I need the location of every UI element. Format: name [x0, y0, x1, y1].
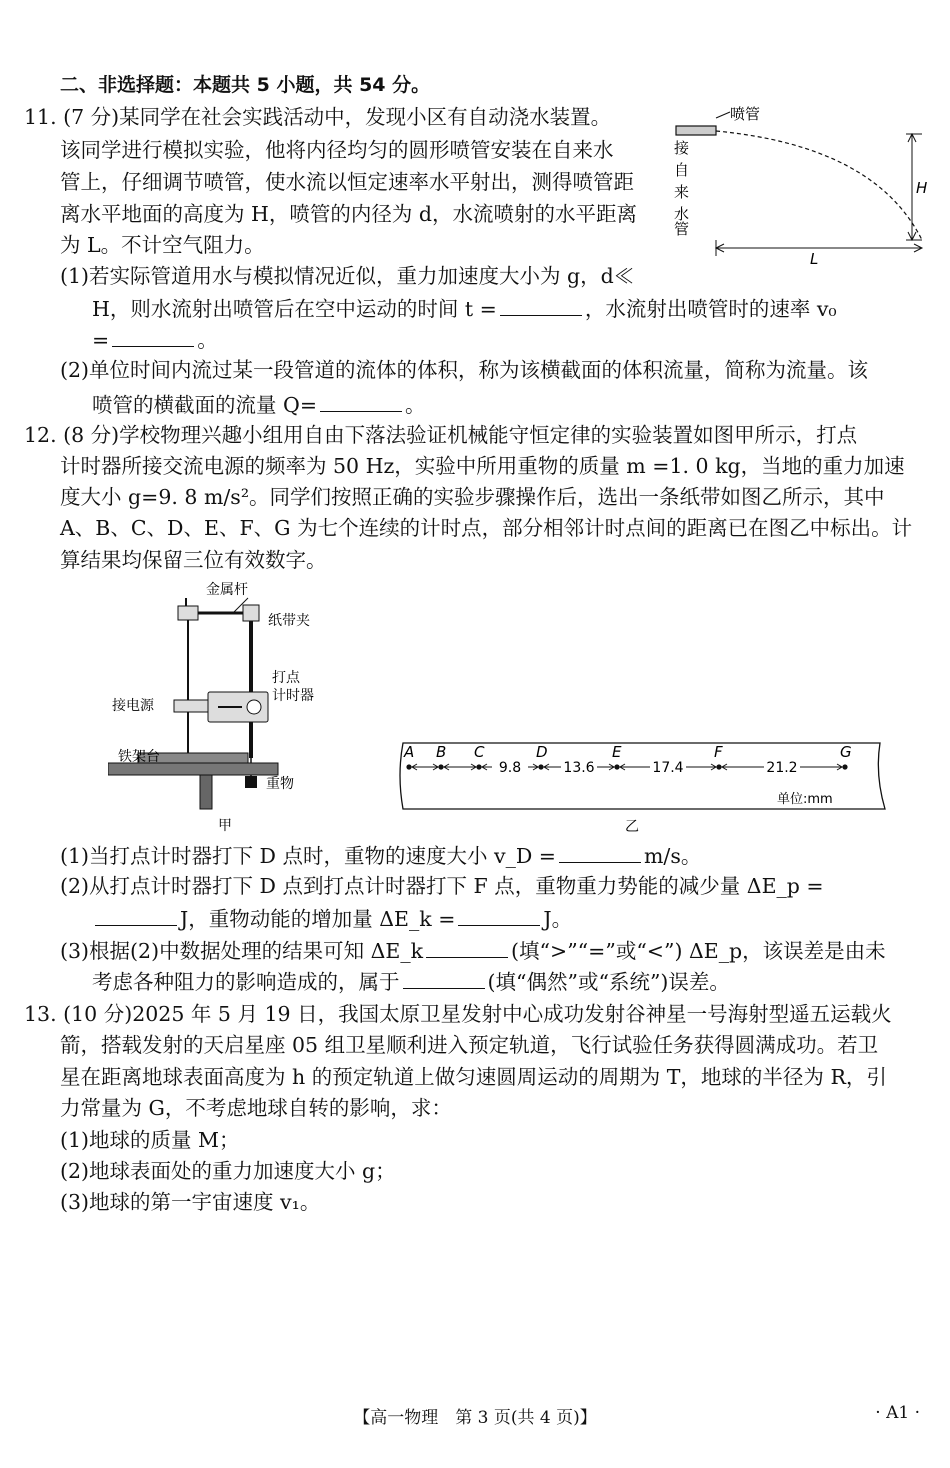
nozzle-pointer — [716, 112, 730, 118]
q11-sub1-end: 。 — [197, 328, 218, 352]
nozzle-label: 喷管 — [730, 105, 761, 123]
h-label: H — [916, 179, 928, 197]
page-footer: 【高一物理 第 3 页(共 4 页)】 — [353, 1408, 597, 1428]
q13-sub3: (3)地球的第一宇宙速度 v₁。 — [60, 1190, 321, 1214]
tape-dot-D — [538, 764, 543, 769]
q11-sub2-line-2 — [92, 389, 426, 420]
l-label: L — [810, 250, 819, 268]
answer-blank-vD[interactable] — [559, 840, 641, 863]
q12-sub3-line-2 — [92, 966, 730, 997]
distance-label-2: 13.6 — [563, 760, 595, 776]
q11-sub2-line-1: (2)单位时间内流过某一段管道的流体的体积，称为该横截面的体积流量，简称为流量。该 — [60, 358, 869, 382]
q12-line-1: 12. (8 分)学校物理兴趣小组用自由下落法验证机械能守恒定律的实验装置如图甲所示，打点 — [24, 423, 858, 447]
supply-char-5: 管 — [674, 220, 690, 238]
weight-label: 重物 — [266, 776, 294, 792]
tape-dot-A — [406, 764, 411, 769]
q12-sub2-unit: J。 — [543, 907, 573, 931]
weight-block — [245, 776, 257, 788]
q11-sub1-line-2 — [92, 293, 837, 324]
tape-dot-E — [614, 764, 619, 769]
answer-blank-error-type[interactable] — [403, 966, 485, 989]
q11-sub1-eq: = — [92, 328, 110, 352]
answer-blank-Q[interactable] — [320, 389, 402, 412]
tape-point-label-F: F — [714, 743, 723, 761]
q11-sub2-text: 喷管的横截面的流量 Q= — [92, 393, 317, 417]
tape-figure-yi — [395, 735, 905, 835]
q12-line-5: 算结果均保留三位有效数字。 — [60, 548, 327, 572]
caption-yi: 乙 — [625, 819, 639, 835]
q11-line-3: 管上，仔细调节喷管，使水流以恒定速率水平射出，测得喷管距 — [60, 170, 634, 194]
stand-label: 铁架台 — [118, 749, 160, 765]
q11-nozzle-figure — [660, 98, 940, 273]
rod-label: 金属杆 — [206, 582, 248, 598]
answer-blank-v0[interactable] — [112, 324, 194, 347]
timer-label-1: 打点 — [272, 670, 300, 686]
tape-point-label-D: D — [536, 743, 548, 761]
q12-sub3-line-1 — [60, 935, 886, 966]
q11-line-2: 该同学进行模拟实验，他将内径均匀的圆形喷管安装在自来水 — [60, 138, 614, 162]
distance-label-4: 21.2 — [766, 760, 798, 776]
timer-disk — [247, 700, 261, 714]
q12-sub1-text: (1)当打点计时器打下 D 点时，重物的速度大小 v_D = — [60, 844, 556, 868]
nozzle-shape — [676, 126, 716, 135]
q11-line-5: 为 L。不计空气阻力。 — [60, 233, 265, 257]
tape-point-label-G: G — [840, 743, 852, 761]
tape-dot-B — [438, 764, 443, 769]
q11-sub1-line-1: (1)若实际管道用水与模拟情况近似，重力加速度大小为 g，d≪ — [60, 264, 635, 288]
q12-sub3-text-b: (填“>”“=”或“<”) ΔE_p，该误差是由未 — [511, 939, 886, 963]
supply-char-4: 水 — [674, 205, 690, 223]
distance-label-3: 17.4 — [652, 760, 684, 776]
q12-sub3-text-c: 考虑各种阻力的影响造成的，属于 — [92, 970, 400, 994]
caption-jia: 甲 — [218, 818, 232, 834]
q13-line-4: 力常量为 G，不考虑地球自转的影响，求： — [60, 1096, 452, 1120]
q11-sub1-text-a: H，则水流射出喷管后在空中运动的时间 t = — [92, 297, 497, 321]
clip-label: 纸带夹 — [268, 613, 310, 629]
timer-clamp — [174, 700, 208, 712]
q13-line-1: 13. (10 分)2025 年 5 月 19 日，我国太原卫星发射中心成功发射谷神星一号海射型遥五运载火 — [24, 1002, 892, 1026]
q12-line-4: A、B、C、D、E、F、G 为七个连续的计时点，部分相邻计时点间的距离已在图乙中标出。计 — [60, 516, 913, 540]
tape-point-label-A: A — [404, 743, 415, 761]
tape-point-label-E: E — [612, 743, 622, 761]
q12-sub2-text: J，重物动能的增加量 ΔE_k = — [180, 907, 456, 931]
tape-dot-G — [842, 764, 847, 769]
tape-dot-C — [476, 764, 481, 769]
q13-sub2: (2)地球表面处的重力加速度大小 g； — [60, 1159, 396, 1183]
q13-line-3: 星在距离地球表面高度为 h 的预定轨道上做匀速圆周运动的周期为 T，地球的半径为 R，引 — [60, 1065, 887, 1089]
supply-char-3: 来 — [674, 183, 690, 201]
answer-blank-t[interactable] — [500, 293, 582, 316]
supply-label — [674, 139, 689, 238]
q12-sub1 — [60, 840, 701, 871]
q12-sub2-line-1: (2)从打点计时器打下 D 点到打点计时器打下 F 点，重物重力势能的减少量 ΔE_p = — [60, 874, 824, 898]
q12-sub3-text-a: (3)根据(2)中数据处理的结果可知 ΔE_k — [60, 939, 424, 963]
q12-sub1-unit: m/s。 — [643, 844, 702, 868]
apparatus-figure-jia — [108, 578, 388, 834]
power-label: 接电源 — [112, 698, 154, 714]
answer-blank-dEk[interactable] — [458, 903, 540, 926]
tape-clip — [243, 605, 259, 621]
supply-char-1: 接 — [674, 139, 690, 157]
q13-sub1: (1)地球的质量 M； — [60, 1128, 240, 1152]
q12-line-2: 计时器所接交流电源的频率为 50 Hz，实验中所用重物的质量 m =1. 0 kg，当地的重力加速 — [60, 454, 905, 478]
answer-blank-dEp[interactable] — [95, 903, 177, 926]
section-title: 二、非选择题：本题共 5 小题，共 54 分。 — [60, 74, 431, 96]
q13-line-2: 箭，搭载发射的天启星座 05 组卫星顺利进入预定轨道，飞行试验任务获得圆满成功。若卫 — [60, 1033, 879, 1057]
tape-point-label-B: B — [436, 743, 447, 761]
tape-dot-F — [716, 764, 721, 769]
top-clamp — [178, 606, 198, 620]
tape-point-label-C: C — [474, 743, 485, 761]
answer-blank-compare[interactable] — [426, 935, 508, 958]
table-leg — [200, 775, 212, 809]
q11-sub1-text-b: ，水流射出喷管时的速率 v₀ — [584, 297, 837, 321]
unit-label: 单位:mm — [777, 792, 833, 807]
water-trajectory — [716, 131, 922, 240]
q11-line-1: 11. (7 分)某同学在社会实践活动中，发现小区有自动浇水装置。 — [24, 105, 612, 129]
q12-line-3: 度大小 g=9. 8 m/s²。同学们按照正确的实验步骤操作后，选出一条纸带如图乙所示，其中 — [60, 485, 885, 509]
paper-code: · A1 · — [875, 1403, 920, 1423]
q11-line-4: 离水平地面的高度为 H，喷管的内径为 d，水流喷射的水平距离 — [60, 202, 638, 226]
q11-sub2-end: 。 — [405, 393, 426, 417]
q11-sub1-line-3 — [92, 324, 218, 355]
supply-char-2: 自 — [674, 161, 690, 179]
distance-label-1: 9.8 — [498, 760, 522, 776]
q12-sub2-line-2 — [92, 903, 572, 934]
q12-sub3-text-d: (填“偶然”或“系统”)误差。 — [487, 970, 730, 994]
timer-label-2: 计时器 — [272, 688, 314, 704]
